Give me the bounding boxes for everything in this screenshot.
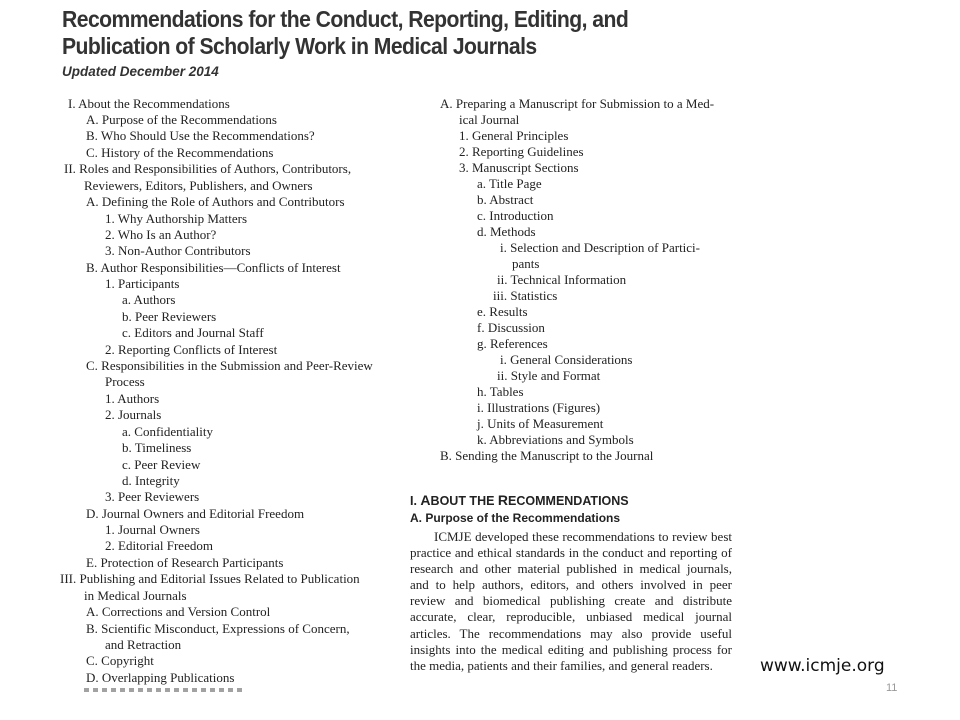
updated-date: Updated December 2014 — [62, 64, 219, 79]
toc-item: g. References — [477, 336, 548, 351]
section-heading — [410, 492, 629, 508]
toc-item: a. Confidentiality — [122, 424, 213, 439]
toc-item: II. Roles and Responsibilities of Authors, Contributors, — [64, 161, 352, 176]
toc-item: j. Units of Measurement — [477, 416, 604, 431]
section-heading-a: A — [420, 492, 431, 508]
section-numeral: I. — [410, 494, 421, 508]
section-heading-bout: BOUT THE — [430, 494, 498, 508]
toc-item: 2. Reporting Guidelines — [459, 144, 584, 159]
toc-item: A. Purpose of the Recommendations — [86, 112, 277, 127]
toc-item: ii. Technical Information — [497, 272, 627, 287]
toc-item: iii. Statistics — [493, 288, 558, 303]
section-subheading: A. Purpose of the Recommendations — [410, 511, 621, 525]
toc-item: in Medical Journals — [84, 588, 187, 603]
toc-item: 2. Reporting Conflicts of Interest — [105, 342, 278, 357]
toc-item: k. Abbreviations and Symbols — [477, 432, 634, 447]
toc-item: A. Defining the Role of Authors and Contributors — [86, 194, 345, 209]
toc-item: B. Author Responsibilities—Conflicts of Interest — [86, 260, 341, 275]
toc-item: C. Copyright — [86, 653, 154, 668]
toc-item: C. History of the Recommendations — [86, 145, 274, 160]
toc-item: Process — [105, 374, 145, 389]
toc-item: 3. Manuscript Sections — [459, 160, 579, 175]
toc-item: C. Responsibilities in the Submission and Peer-Review — [86, 358, 373, 373]
toc-item: A. Preparing a Manuscript for Submission to a Med- — [440, 96, 715, 111]
toc-item: Reviewers, Editors, Publishers, and Owners — [84, 178, 313, 193]
toc-item: and Retraction — [105, 637, 182, 652]
toc-item: pants — [512, 256, 540, 271]
title-line-2: Publication of Scholarly Work in Medical Journals — [62, 33, 537, 59]
toc-item: B. Sending the Manuscript to the Journal — [440, 448, 654, 463]
toc-item: ii. Style and Format — [497, 368, 601, 383]
toc-item: a. Authors — [122, 292, 176, 307]
toc-item: 3. Non-Author Contributors — [105, 243, 251, 258]
toc-item: c. Introduction — [477, 208, 554, 223]
toc-item: d. Integrity — [122, 473, 180, 488]
toc-item: B. Who Should Use the Recommendations? — [86, 128, 315, 143]
toc-item: III. Publishing and Editorial Issues Related to Publication — [60, 571, 360, 586]
toc-item: 1. Journal Owners — [105, 522, 200, 537]
toc-item: D. Journal Owners and Editorial Freedom — [86, 506, 305, 521]
toc-item: i. Selection and Description of Partici- — [500, 240, 701, 255]
toc-item: d. Methods — [477, 224, 536, 239]
section-body-text: ICMJE developed these recommendations to review best practice and ethical standards in the conduct and reporting of research and other material published in medical journals, and to help authors, editors, and others involved in peer review and biomedical publishing create and distribute accurate, clear, reproducible, unbiased medical journal articles. The recommendations may also provide useful insights into the medical editing and publishing process for the media, patients and their families, and general readers. — [410, 529, 732, 673]
toc-item: h. Tables — [477, 384, 524, 399]
title-line-1: Recommendations for the Conduct, Reporting, Editing, and — [62, 6, 629, 32]
toc-item: 1. Why Authorship Matters — [105, 211, 248, 226]
website-url: www.icmje.org — [760, 656, 885, 676]
toc-item: 2. Editorial Freedom — [105, 538, 213, 553]
toc-item: ical Journal — [459, 112, 520, 127]
section-heading-ecommendations: ECOMMENDATIONS — [508, 494, 629, 508]
toc-item: c. Peer Review — [122, 457, 201, 472]
toc-item: 2. Journals — [105, 407, 162, 422]
toc-item: B. Scientific Misconduct, Expressions of Concern, — [86, 621, 350, 636]
toc-item: I. About the Recommendations — [68, 96, 230, 111]
toc-item: e. Results — [477, 304, 528, 319]
page-number: 11 — [886, 682, 898, 694]
section-heading-r: R — [497, 492, 509, 508]
toc-item: D. Overlapping Publications — [86, 670, 235, 685]
cutoff-text-line — [84, 688, 244, 692]
toc-item: 1. Participants — [105, 276, 180, 291]
toc-item: 1. Authors — [105, 391, 160, 406]
toc-item: b. Peer Reviewers — [122, 309, 217, 324]
toc-item: 3. Peer Reviewers — [105, 489, 200, 504]
toc-item: 2. Who Is an Author? — [105, 227, 217, 242]
toc-item: a. Title Page — [477, 176, 542, 191]
toc-item: b. Timeliness — [122, 440, 192, 455]
toc-item: c. Editors and Journal Staff — [122, 325, 264, 340]
toc-item: i. General Considerations — [500, 352, 633, 367]
toc-item: 1. General Principles — [459, 128, 569, 143]
document-title — [62, 6, 706, 60]
toc-item: i. Illustrations (Figures) — [477, 400, 601, 415]
toc-item: f. Discussion — [477, 320, 545, 335]
toc-item: b. Abstract — [477, 192, 534, 207]
toc-item: E. Protection of Research Participants — [86, 555, 284, 570]
toc-item: A. Corrections and Version Control — [86, 604, 271, 619]
